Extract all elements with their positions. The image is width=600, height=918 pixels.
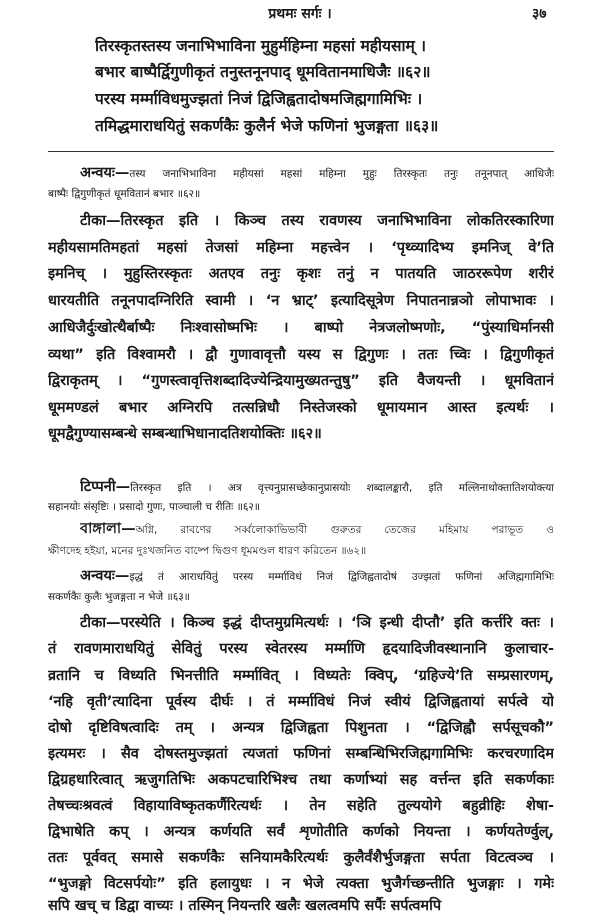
tika-section-line [48,896,554,918]
tika-section-line [48,796,554,818]
line-text: तं रावणमाराधयितुं सेवितुं परस्य स्वेतरस्य मर्म्माणि हृदयादिजीवस्थानानि कुलाचार- [48,641,554,657]
line-text: दोषो दृष्टिविषत्वादिः तम् । अन्यत्र द्विजिह्वता पिशुनता । “द्विजिह्वौ सर्पसूचकौ” [48,720,554,736]
tippani-section-line [48,497,554,519]
tika-section-line [48,718,554,740]
line-text: सपि खच् च डिद्वा वाच्यः । तस्मिन् नियन्तरि खलैः खलत्वमपि सर्पैः सर्पत्वमपि [48,898,442,914]
line-text: धूमद्वैगुण्यासम्बन्धे सम्बन्धाभिधानादतिशयोक्तिः ॥६२॥ [48,426,322,442]
tika-section-label: टीका— [80,615,121,631]
line-text: आधिजैर्दुःखोत्थैर्बाष्पैः निःश्वासोष्मभिः । बाष्पो नेत्रजलोष्मणोः, “पुंस्याधिर्मानसी [48,320,554,336]
line-text: सकर्णकैः कुलैः भुजङ्गता न भेजे ॥६३॥ [48,591,190,603]
running-header: प्रथमः सर्गः । [268,6,332,22]
line-text: व्यथा” इति विश्वामरौ । द्वौ गुणावावृत्तौ यस्य स द्विगुणः । ततः च्विः । द्विगुणीकृतं [48,347,554,363]
tika-section-line [48,398,554,420]
line-text: तिरस्कृत इति । किञ्च तस्य रावणस्य जनाभिभाविना लोकतिरस्कारिणा [120,213,554,229]
tika-section-line [48,770,554,792]
divider [48,151,554,152]
line-text: धूममण्डलं बभार अग्निरपि तत्सन्निधौ निस्तेजस्को धूमायमान आस्त इत्यर्थः । [48,400,554,416]
tika-section-line [48,848,554,870]
anvaya-section-label: अन्वयः— [80,165,130,181]
tika-section-line [48,639,554,661]
line-text: इत्यमरः । सैव दोषस्तमुज्झतां त्यजतां फणिनां सम्बन्धिभिरजिह्मगामिभिः करचरणादिम [48,746,554,762]
line-text: महीयसामतिमहतां महसां तेजसां महिम्ना महत्त्वेन । ‘पृथ्व्यादिभ्य इमनिज् वे’ति [48,240,554,256]
line-text: व्रतानि च विध्यति भिनत्तीति मर्म्मावित् । विध्यतेः क्विप्, ‘ग्रहिज्ये’ति सम्प्रसारणम्, [48,668,554,684]
line-text: ततः पूर्ववत् समासे सकर्णकैः सनियामकैरित्यर्थः कुलैर्वंशैर्भुजङ्गता सर्पता विटत्वञ्च । [48,850,554,866]
tippani-section-line [80,477,554,499]
line-text: तिरस्कृत इति । अत्र वृत्त्यनुप्रासच्छेकानुप्रासयोः शब्दालङ्कारौ, इति मल्लिनाथोक्तातिशयोक्त्या [130,482,554,494]
line-text: परस्येति । किञ्च इद्धं दीप्तमुग्रमित्यर्थः । ‘ञि इन्धी दीप्तौ’ इति कर्त्तरि क्तः । [120,615,554,631]
line-text: ‘नहि वृती’त्यादिना पूर्वस्य दीर्घः । तं मर्म्माविधं निजं स्वीयं द्विजिह्वतायां सर्पत्वे यो [48,694,554,710]
line-text: तेषच्चःश्रवत्वं विहायाविष्कृतकर्णैरित्यर्थः । तेन सहेति तुल्ययोगे बहुव्रीहिः शेषा- [48,798,554,814]
tippani-section-label: टिप्पनी— [80,479,131,495]
verse-line: तिरस्कृतस्तस्य जनाभिभाविना मुहुर्महिम्ना महसां महीयसाम् । [95,37,426,55]
verse-line: तमिद्धमाराधयितुं सकर्णकैः कुलैर्न भेजे फणिनां भुजङ्गता ॥६३॥ [95,117,439,135]
tika-section-line [48,744,554,766]
tika-section-line [48,371,554,393]
verse-line: बभार बाष्पैर्द्विगुणीकृतं तनुस्तनूनपाद् धूमवितानमाधिजैः ॥६२॥ [95,63,431,81]
tika-section-line [48,318,554,340]
tika-section-line [80,211,554,233]
anvaya-section-line [48,184,554,206]
tika-section-label: टीका— [80,213,121,229]
line-text: इद्धं तं आराधयितुं परस्य मर्म्माविधं निजं द्विजिह्वतादोषं उज्झतां फणिनां अजिह्मगामिभिः [129,571,554,583]
tika-section-line [48,238,554,260]
tika-section-line [48,874,554,896]
anvaya-section-line [80,566,554,588]
line-text: द्विराकृतम् । “गुणस्त्वावृत्तिशब्दादिज्येन्द्रियामुख्यतन्तुषु” इति वैजयन्ती । धूमवितानं [48,373,554,389]
anvaya-section-label: अन्वयः— [80,568,130,584]
line-text: द्विभाषेति कप् । अन्यत्र कर्णयति सर्वं शृणोतीति कर्णको नियन्ता । कर्णयतेर्ण्वुल्, [48,824,554,840]
anvaya-section-line [48,587,554,609]
page-number: ३७ [532,6,547,22]
line-text: অগ্নি, রাবণের সর্ব্বলোকাভিভাবী গুরুতর তেজের মহিমায় পরাভূত ও [135,524,554,536]
line-text: इमनिच् । मुहुस्तिरस्कृतः अतएव तनुः कृशः तनुं न पातयति जाठररूपेण शरीरं [48,266,554,282]
line-text: बाष्पैः द्विगुणीकृतं धूमवितानं बभार ॥६२॥ [48,188,201,200]
line-text: सहानयोः संसृष्टिः । प्रसादो गुणः, पाञ्चाली च रीतिः ॥६२॥ [48,501,261,513]
verse-line: परस्य मर्म्माविधमुज्झतां निजं द्विजिह्वतादोषमजिह्मगामिभिः । [95,90,423,108]
line-text: द्विग्रहधारित्वात् ऋजुगतिभिः अकपटचारिभिश्च तथा कर्णाभ्यां सह वर्त्तन्त इति सकर्णकाः [48,772,554,788]
anvaya-section-line [80,163,554,185]
tika-section-line [48,345,554,367]
line-text: तस्य जनाभिभाविना महीयसां महसां महिम्ना मुहुः तिरस्कृतः तनुः तनूनपात् आधिजैः [129,168,554,180]
tika-section-line [48,291,554,313]
bengali-translation-line [48,541,554,563]
bengali-translation-line [80,519,554,541]
bengali-translation-label: বাঙ্গালা— [80,521,136,537]
line-text: “भुजङ्गो विटसर्पयोः” इति हलायुधः । न भेजे त्यक्ता भुजैर्गच्छन्तीति भुजङ्गाः । गमेः [48,876,554,892]
tika-section-line [48,666,554,688]
tika-section-line [48,692,554,714]
line-text: धारयतीति तनूनपादग्निरिति स्वामी । ‘न भ्राट्’ इत्यादिसूत्रेण निपातनान्नञो लोपाभावः । [48,293,554,309]
tika-section-line [48,264,554,286]
tika-section-line [48,822,554,844]
tika-section-line [48,424,554,446]
line-text: ক্ষীণদেহ হইয়া, মনের দুঃখজনিত বাষ্পে দ্বিগুণ ধূমমণ্ডল ধারণ করিতেন ॥৬২॥ [48,545,367,557]
tika-section-line [80,613,554,635]
